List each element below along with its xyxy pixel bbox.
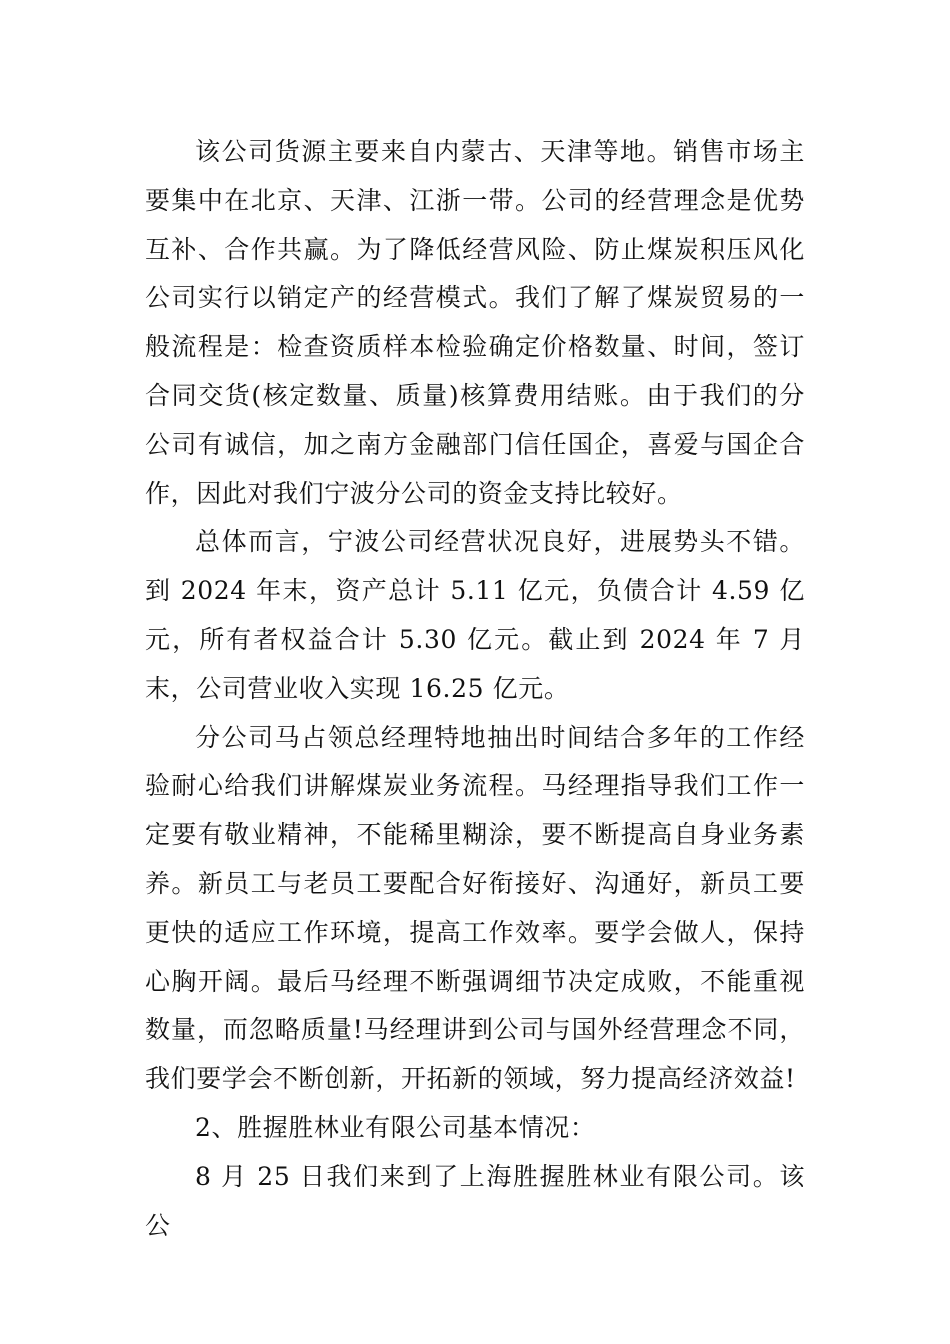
paragraph-manager-guidance: 分公司马占领总经理特地抽出时间结合多年的工作经验耐心给我们讲解煤炭业务流程。马经理指导我们工作一定要有敬业精神，不能稀里糊涂，要不断提高自身业务素养。新员工与老员工要配合好衔接好、沟通好，新员工要更快的适应工作环境，提高工作效率。要学会做人，保持心胸开阔。最后马经理不断强调细节决定成败，不能重视数量，而忽略质量!马经理讲到公司与国外经营理念不同，我们要学会不断创新，开拓新的领域，努力提高经济效益! — [145, 722, 805, 1094]
paragraph-coal-supply: 该公司货源主要来自内蒙古、天津等地。销售市场主要集中在北京、天津、江浙一带。公司的经营理念是优势互补、合作共赢。为了降低经营风险、防止煤炭积压风化公司实行以销定产的经营模式。我们了解了煤炭贸易的一般流程是：检查资质样本检验确定价格数量、时间，签订合同交货(核定数量、质量)核算费用结账。由于我们的分公司有诚信，加之南方金融部门信任国企，喜爱与国企合作，因此对我们宁波分公司的资金支持比较好。 — [145, 137, 805, 508]
paragraph-financial-summary: 总体而言，宁波公司经营状况良好，进展势头不错。到 2024 年末，资产总计 5.11 亿元，负债合计 4.59 亿元，所有者权益合计 5.30 亿元。截止到 2024 年 7 月末，公司营业收入实现 16.25 亿元。 — [145, 527, 805, 703]
paragraph-forestry-visit: 8 月 25 日我们来到了上海胜握胜林业有限公司。该公 — [145, 1161, 805, 1240]
section-heading-forestry-company: 2、胜握胜林业有限公司基本情况： — [195, 1112, 596, 1142]
document-body — [145, 128, 805, 1250]
